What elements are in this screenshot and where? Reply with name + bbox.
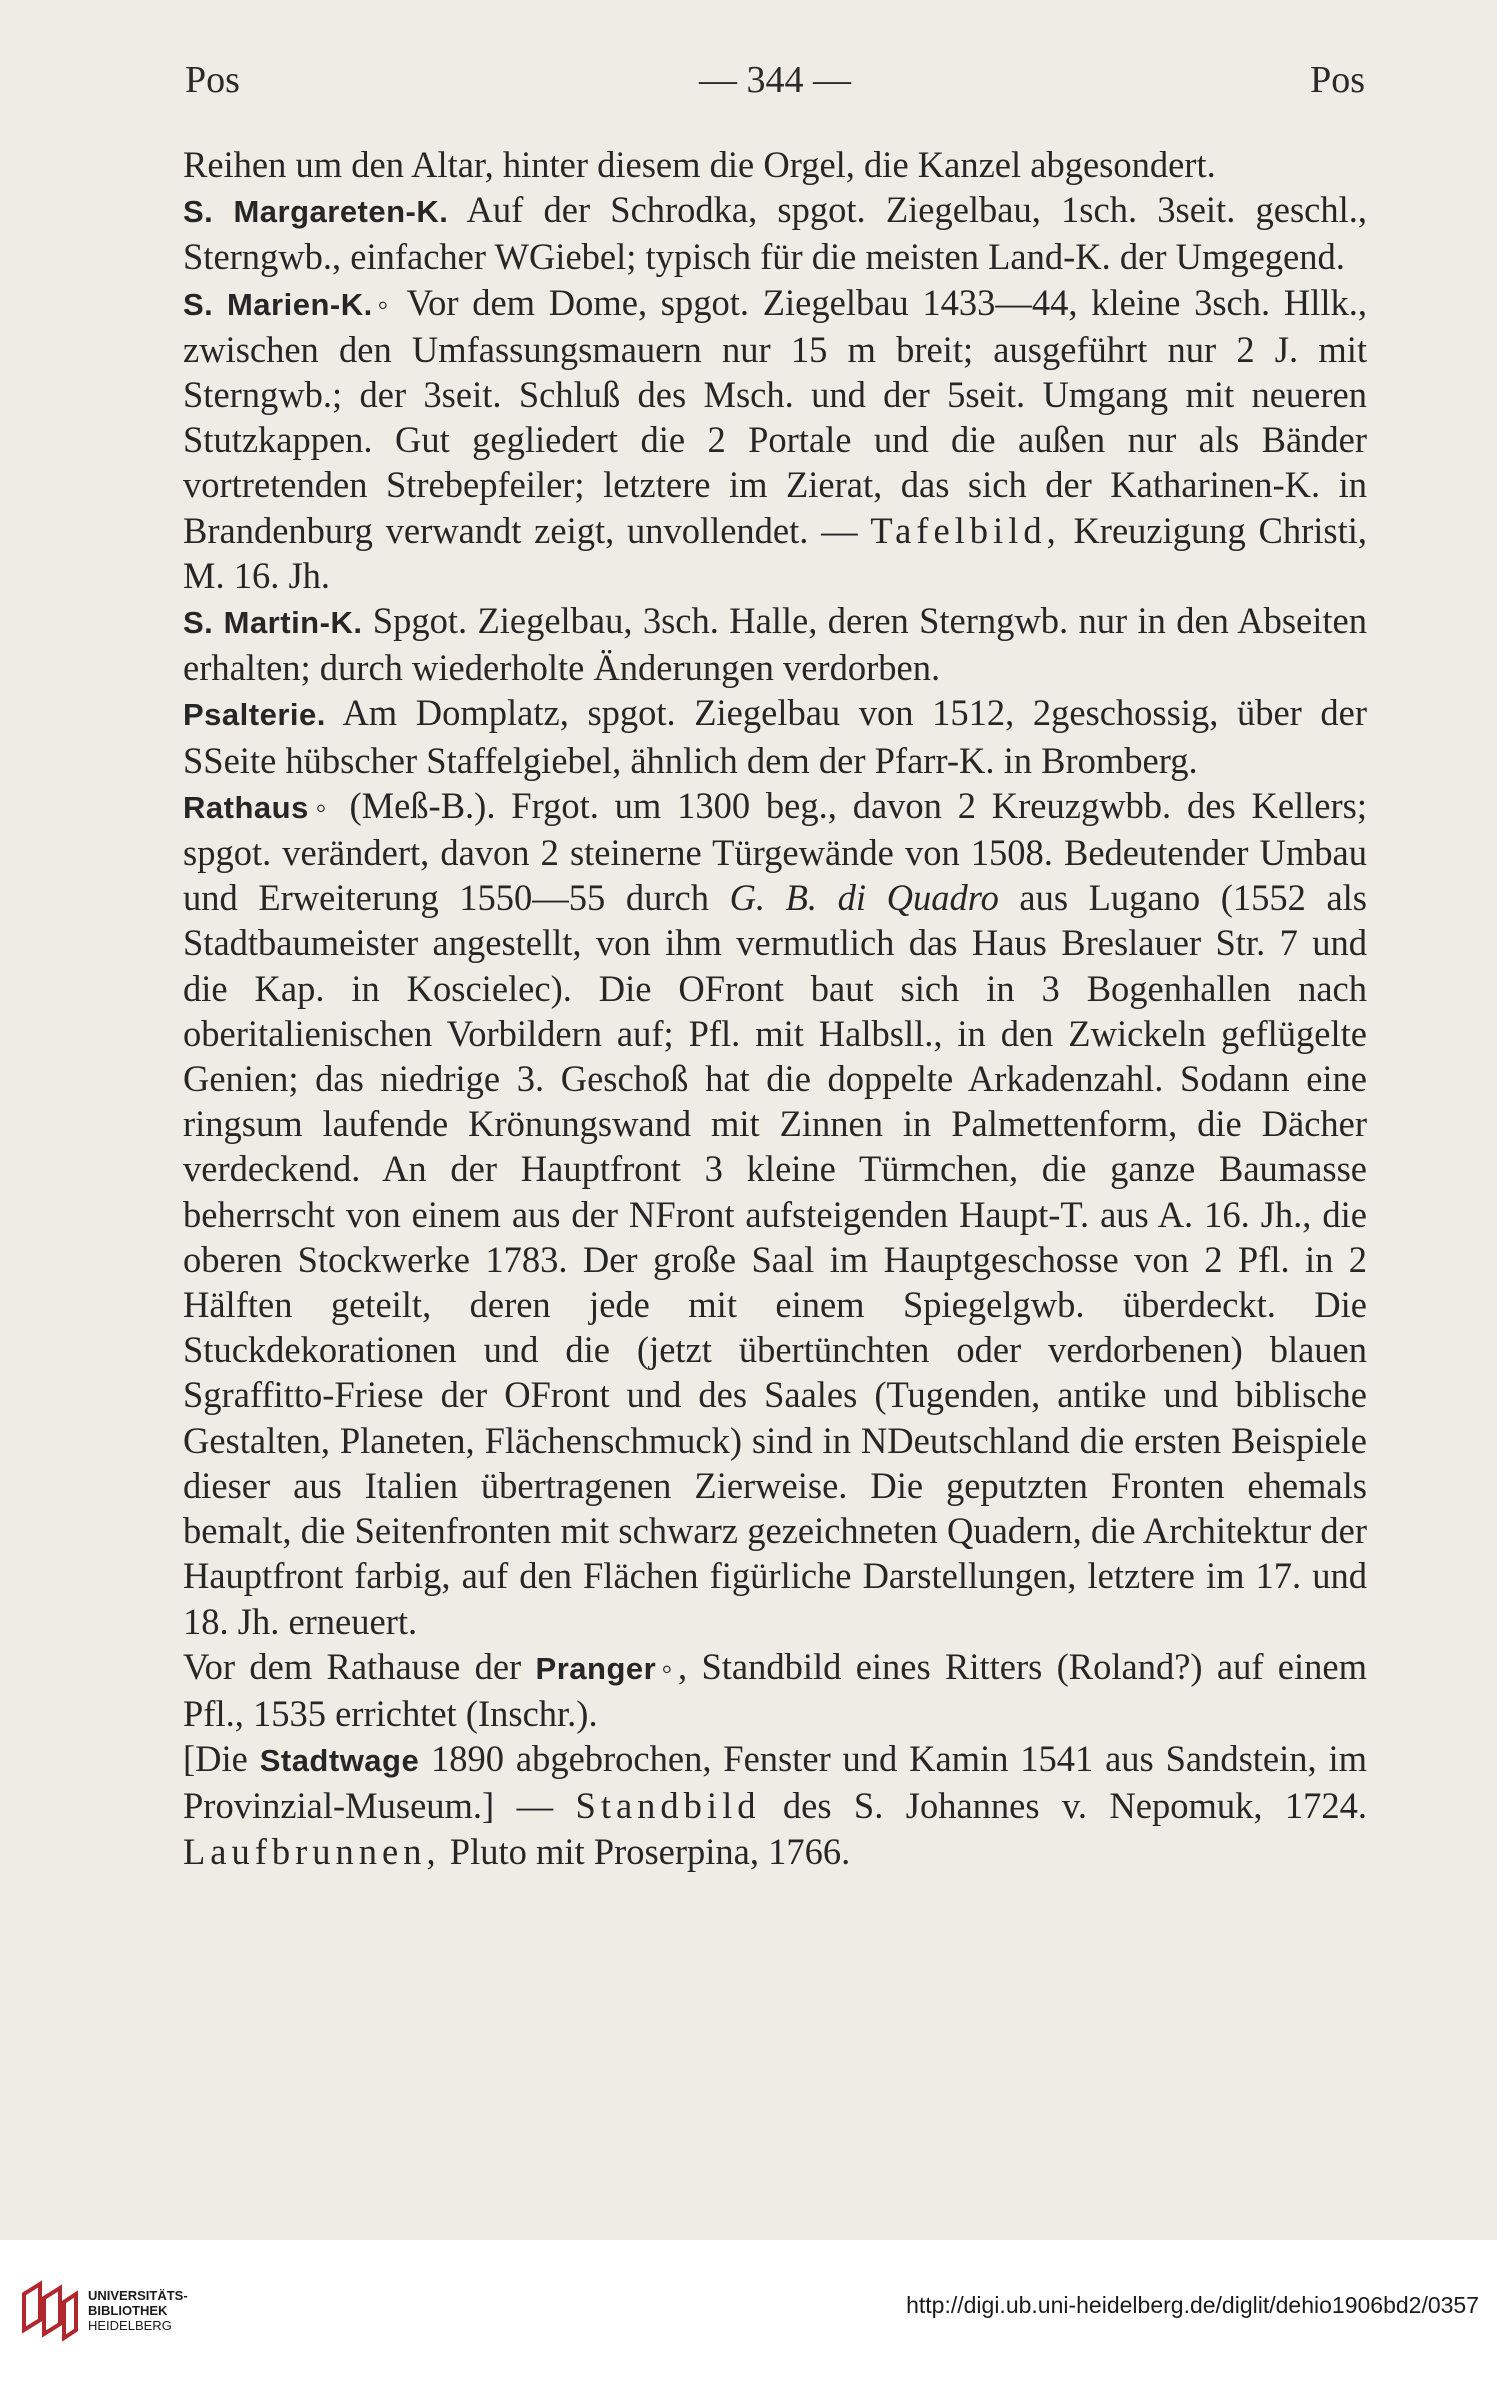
entry-heading: Pranger◦ — [535, 1650, 679, 1686]
entry-heading: S. Margareten-K. — [183, 194, 449, 230]
text-run: 1890 abgebrochen, Fenster und Kamin 1541 aus Sandstein, im Provinzial-Museum.] — — [183, 1738, 1368, 1827]
text-run: Am Domplatz, spgot. Ziegelbau von 1512, 2geschossig, über der SSeite hübscher Staffelgiebel, ähnlich dem der Pfarr-K. in Bromberg. — [183, 692, 1367, 781]
header-left-keyword: Pos — [185, 59, 240, 101]
spaced-term: Laufbrunnen, — [183, 1830, 441, 1872]
footer-bar — [0, 2240, 1497, 2384]
header-right-keyword: Pos — [1310, 59, 1365, 101]
library-name-line3: HEIDELBERG — [88, 2318, 172, 2333]
spaced-term: Tafelbild, — [870, 509, 1061, 551]
entry-heading: S. Marien-K.◦ — [183, 286, 394, 322]
library-name — [88, 2288, 188, 2333]
text-paragraph — [183, 280, 1367, 598]
text-run: Kreuzigung Christi, M. 16. Jh. — [183, 509, 1367, 596]
library-name-line2: BIBLIOTHEK — [88, 2303, 168, 2318]
text-paragraph — [183, 1644, 1367, 1736]
body-text — [183, 142, 1367, 1874]
running-header — [185, 58, 1365, 108]
text-run: Spgot. Ziegelbau, 3sch. Halle, deren Sterngwb. nur in den Abseiten erhalten; durch wiederholte Änderungen verdorben. — [183, 600, 1367, 689]
text-paragraph — [183, 783, 1367, 1644]
text-run: Auf der Schrodka, spgot. Ziegelbau, 1sch. 3seit. geschl., Sterngwb., einfacher WGiebel; typisch für die meisten Land-K. der Umgegend. — [183, 189, 1367, 278]
artist-name: G. B. di Quadro — [729, 877, 999, 919]
library-name-line1: UNIVERSITÄTS- — [88, 2288, 188, 2303]
entry-heading: S. Martin-K. — [183, 605, 363, 641]
university-library-logo-icon — [18, 2280, 80, 2342]
text-run: des S. Johannes v. Nepomuk, 1724. — [760, 1785, 1367, 1827]
entry-heading: Stadtwage — [259, 1743, 420, 1779]
text-run: aus Lugano (1552 als Stadtbaumeister angestellt, von ihm vermutlich das Haus Breslauer Str. 7 und die Kap. in Koscielec). Die OFront baut sich in 3 Bogenhallen nach oberitalienischen Vorbildern auf; Pfl. mit Halbsll., in den Zwickeln geflügelte Genien; das niedrige 3. Geschoß hat die doppelte Arkadenzahl. Sodann eine ringsum laufende Krönungswand mit Zinnen in Palmettenform, die Dächer verdeckend. An der Hauptfront 3 kleine Türmchen, die ganze Baumasse beherrscht von einem aus der NFront aufsteigenden Haupt-T. aus A. 16. Jh., die oberen Stockwerke 1783. Der große Saal im Hauptgeschosse von 2 Pfl. in 2 Hälften geteilt, deren jede mit einem Spiegelgwb. überdeckt. Die Stuckdekorationen und die (jetzt übertünchten oder verdorbenen) blauen Sgraffitto-Friese der OFront und des Saales (Tugenden, antike und biblische Gestalten, Planeten, Flächenschmuck) sind in NDeutschland die ersten Beispiele dieser aus Italien übertragenen Zierweise. Die geputzten Fronten ehemals bemalt, die Seitenfronten mit schwarz gezeichneten Quadern, die Architektur der Hauptfront farbig, auf den Flächen figürliche Darstellungen, letztere im 17. und 18. Jh. erneuert. — [183, 877, 1367, 1642]
text-run: Pluto mit Proserpina, 1766. — [440, 1830, 851, 1872]
text-paragraph — [183, 1736, 1367, 1874]
text-paragraph — [183, 598, 1367, 690]
text-run: (Meß-B.). Frgot. um 1300 beg., davon 2 Kreuzgwbb. des Kellers; spgot. verändert, davon 2 steinerne Türgewände von 1508. Bedeutender Umbau und Erweiterung 1550—55 durch — [183, 784, 1368, 919]
text-paragraph — [183, 187, 1367, 279]
text-paragraph — [183, 142, 1367, 187]
entry-heading: Psalterie. — [183, 697, 326, 733]
spaced-term: Standbild — [575, 1785, 761, 1827]
text-run: Reihen um den Altar, hinter diesem die Orgel, die Kanzel abgesondert. — [183, 144, 1216, 185]
entry-heading: Rathaus◦ — [183, 789, 334, 825]
source-url-link[interactable]: http://digi.ub.uni-heidelberg.de/diglit/dehio1906bd2/0357 — [906, 2292, 1479, 2318]
text-run: [Die — [183, 1738, 260, 1780]
page-number: — 344 — — [699, 59, 851, 101]
text-paragraph — [183, 690, 1367, 782]
text-run: Vor dem Dome, spgot. Ziegelbau 1433—44, kleine 3sch. Hllk., zwischen den Umfassungsmauern nur 15 m breit; ausgeführt nur 2 J. mit Sterngwb.; der 3seit. Schluß des Msch. und der 5seit. Umgang mit neueren Stutzkappen. Gut gegliedert die 2 Portale und die außen nur als Bänder vortretenden Strebepfeiler; letztere im Zierat, das sich der Katharinen-K. in Brandenburg verwandt zeigt, unvollendet. — — [183, 281, 1367, 551]
text-run: Vor dem Rathause der — [183, 1645, 536, 1687]
text-run: , Standbild eines Ritters (Roland?) auf einem Pfl., 1535 errichtet (Inschr.). — [183, 1645, 1367, 1734]
